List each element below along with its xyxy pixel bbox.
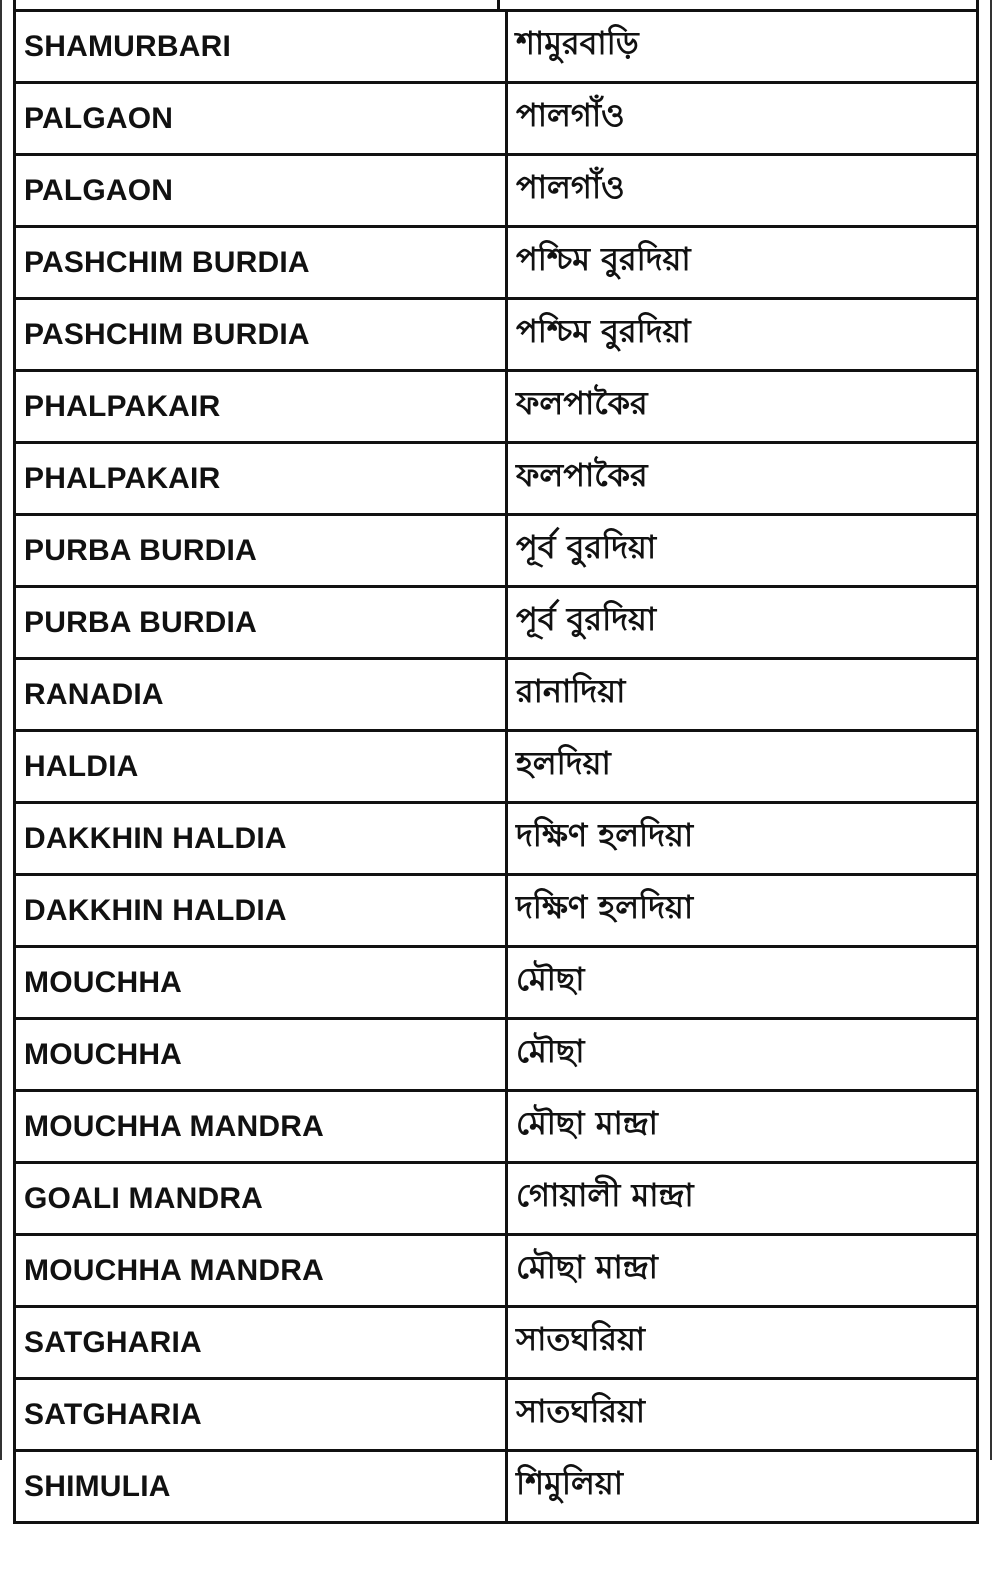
bengali-name-cell: পূর্ব বুরদিয়া — [507, 515, 978, 587]
bengali-name-cell: হলদিয়া — [507, 731, 978, 803]
english-name-cell: MOUCHHA — [15, 1019, 507, 1091]
bengali-name-cell: মৌছা — [507, 1019, 978, 1091]
english-name-cell: SATGHARIA — [15, 1307, 507, 1379]
bengali-name-cell: মৌছা — [507, 947, 978, 1019]
english-name-cell: SHIMULIA — [15, 1451, 507, 1523]
english-name-cell: MOUCHHA MANDRA — [15, 1091, 507, 1163]
table-row — [15, 875, 978, 947]
english-name-cell: MOUCHHA — [15, 947, 507, 1019]
english-name-cell: SHAMURBARI — [15, 11, 507, 83]
table-row — [15, 155, 978, 227]
column-divider — [497, 0, 500, 9]
table-row — [15, 1163, 978, 1235]
english-name-cell: PHALPAKAIR — [15, 443, 507, 515]
english-name-cell: PALGAON — [15, 155, 507, 227]
right-page-edge — [990, 0, 992, 1460]
bengali-name-cell: ফলপাকৈর — [507, 443, 978, 515]
english-name-cell: GOALI MANDRA — [15, 1163, 507, 1235]
bengali-name-cell: পালগাঁও — [507, 83, 978, 155]
bengali-name-cell: সাতঘরিয়া — [507, 1307, 978, 1379]
table-row — [15, 1451, 978, 1523]
english-name-cell: PASHCHIM BURDIA — [15, 227, 507, 299]
english-name-cell: DAKKHIN HALDIA — [15, 803, 507, 875]
bengali-name-cell: শামুরবাড়ি — [507, 11, 978, 83]
table-row — [15, 299, 978, 371]
bengali-name-cell: পূর্ব বুরদিয়া — [507, 587, 978, 659]
table-row — [15, 1091, 978, 1163]
table-row — [15, 11, 978, 83]
village-name-table — [13, 9, 979, 1524]
table-row — [15, 371, 978, 443]
bengali-name-cell: মৌছা মান্দ্রা — [507, 1091, 978, 1163]
table-row — [15, 803, 978, 875]
table-row — [15, 947, 978, 1019]
english-name-cell: PHALPAKAIR — [15, 371, 507, 443]
bengali-name-cell: মৌছা মান্দ্রা — [507, 1235, 978, 1307]
bengali-name-cell: গোয়ালী মান্দ্রা — [507, 1163, 978, 1235]
table-row — [15, 443, 978, 515]
english-name-cell: PURBA BURDIA — [15, 515, 507, 587]
english-name-cell: RANADIA — [15, 659, 507, 731]
bengali-name-cell: রানাদিয়া — [507, 659, 978, 731]
english-name-cell: DAKKHIN HALDIA — [15, 875, 507, 947]
bengali-name-cell: সাতঘরিয়া — [507, 1379, 978, 1451]
table-row — [15, 1307, 978, 1379]
table-body — [15, 11, 978, 1523]
english-name-cell: PURBA BURDIA — [15, 587, 507, 659]
bengali-name-cell: ফলপাকৈর — [507, 371, 978, 443]
english-name-cell: SATGHARIA — [15, 1379, 507, 1451]
english-name-cell: MOUCHHA MANDRA — [15, 1235, 507, 1307]
table-row — [15, 515, 978, 587]
bengali-name-cell: দক্ষিণ হলদিয়া — [507, 875, 978, 947]
english-name-cell: PALGAON — [15, 83, 507, 155]
table-row — [15, 83, 978, 155]
english-name-cell: HALDIA — [15, 731, 507, 803]
left-page-edge — [0, 0, 2, 1460]
table-row — [15, 1019, 978, 1091]
bengali-name-cell: পশ্চিম বুরদিয়া — [507, 299, 978, 371]
table-row — [15, 731, 978, 803]
bengali-name-cell: পশ্চিম বুরদিয়া — [507, 227, 978, 299]
english-name-cell: PASHCHIM BURDIA — [15, 299, 507, 371]
bengali-name-cell: শিমুলিয়া — [507, 1451, 978, 1523]
table-row — [15, 659, 978, 731]
table-row — [15, 1235, 978, 1307]
bengali-name-cell: পালগাঁও — [507, 155, 978, 227]
table-row — [15, 1379, 978, 1451]
bengali-name-cell: দক্ষিণ হলদিয়া — [507, 803, 978, 875]
table-row — [15, 587, 978, 659]
table-row — [15, 227, 978, 299]
